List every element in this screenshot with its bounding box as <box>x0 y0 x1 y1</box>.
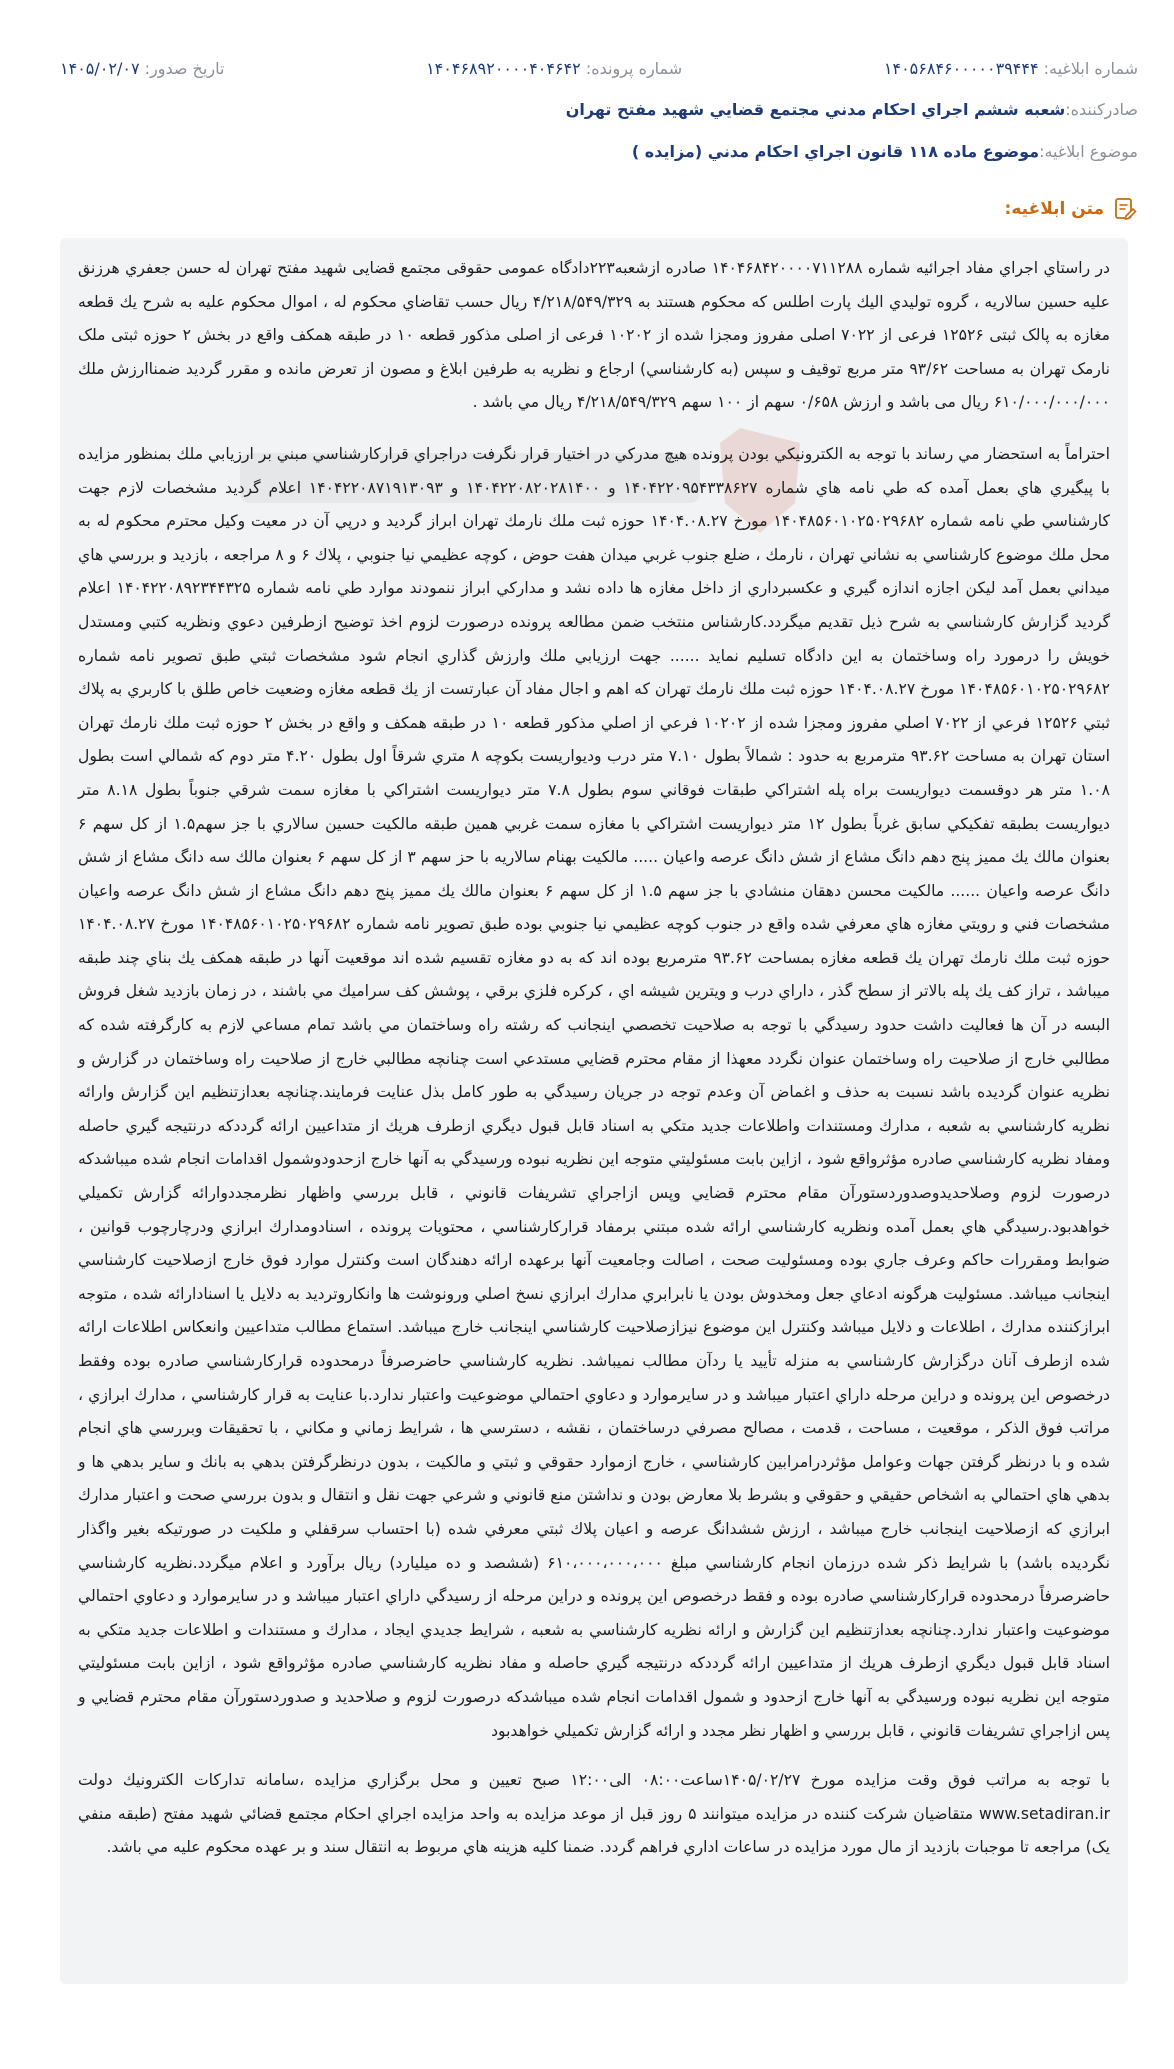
notice-header <box>60 48 1138 172</box>
issue-date-label: تاریخ صدور: <box>144 58 225 78</box>
notice-number-value: ۱۴۰۵۶۸۴۶۰۰۰۰۰۳۹۴۴۴ <box>883 58 1039 78</box>
document-edit-icon <box>1112 196 1138 222</box>
issue-date <box>60 59 224 78</box>
text-title <box>1005 196 1138 222</box>
case-number-label: شماره پرونده: <box>585 58 683 78</box>
meta-row <box>60 48 1138 88</box>
issuer-value: شعبه ششم اجراي احكام مدني مجتمع قضايي شهيد مفتح تهران <box>565 99 1066 119</box>
issuer-label: صادرکننده: <box>1065 99 1138 119</box>
paragraph-expert-report: احتراماً به استحضار مي رساند با توجه به الكترونيكي بودن پرونده هيچ مدركي در اختيار قرار نگرفت دراجراي قراركارشناسي مبني بر ارزيابي ملك بمنظور مزايده با پيگيري هاي بعمل آمده كه طي نامه هاي شماره ۱۴۰۴۲۲۰۹۵۴۳۳۸۶۲۷ و ۱۴۰۴۲۲۰۸۲۰۲۸۱۴۰۰ و ۱۴۰۴۲۲۰۸۷۱۹۱۳۰۹۳ اعلام گرديد مشخصات لازم جهت كارشناسي طي نامه شماره ۱۴۰۴۸۵۶۰۱۰۲۵۰۲۹۶۸۲ مورخ ۱۴۰۴.۰۸.۲۷ حوزه ثبت ملك نارمك تهران ابراز گرديد و درپي آن در معيت وكيل محترم محكوم له به محل ملك موضوع كارشناسي به نشاني تهران ، نارمك ، ضلع جنوب غربي ميدان هفت حوض ، كوچه عظيمي نيا جنوبي ، پلاك ۶ و ۸ مراجعه ، بازديد و بررسي هاي ميداني بعمل آمد ليكن اجازه اندازه گيري و عكسبرداري از داخل مغازه ها داده نشد و مداركي ابراز ننمودند موارد طي نامه شماره ۱۴۰۴۲۲۰۸۹۲۳۴۴۳۲۵ اعلام گرديد گزارش كارشناسي به شرح ذيل تقديم ميگردد.كارشناس منتخب ضمن مطالعه پرونده درصورت لزوم اخذ توضيح ازطرفين دعوي ونظريه كتبي ومستدل خويش را درمورد راه وساختمان به اين دادگاه تسليم نمايد ...... جهت ارزيابي ملك وارزش گذاري انجام شود مشخصات ثبتي طبق تصوير نامه شماره ۱۴۰۴۸۵۶۰۱۰۲۵۰۲۹۶۸۲ مورخ ۱۴۰۴.۰۸.۲۷ حوزه ثبت ملك نارمك تهران كه اهم و اجال مفاد آن عبارتست از يك قطعه مغازه وضعيت خاص طلق با كاربري به پلاك ثبتي ۱۲۵۲۶ فرعي از ۷۰۲۲ اصلي مفروز ومجزا شده از ۱۰۲۰۲ فرعي از اصلي مذكور قطعه ۱۰ در طبقه همكف و واقع در بخش ۲ حوزه ثبت ملك نارمك تهران استان تهران به مساحت ۹۳.۶۲ مترمربع به حدود : شمالاً بطول ۷.۱۰ متر درب وديواريست بكوچه ۸ متري شرقاً اول بطول ۴.۲۰ متر دوم كه شمالي است بطول ۱.۰۸ متر هر دوقسمت ديواريست براه پله اشتراكي طبقات فوقاني سوم بطول ۷.۸ متر ديواريست اشتراكي با مغازه سمت شرقي جنوباً بطول ۸.۱۸ متر ديواريست بطبقه تفكيكي سابق غرباً بطول ۱۲ متر ديواريست اشتراكي با مغازه سمت غربي همين طبقه مالكيت حسين سالاري با جز سهم۱.۵ از كل سهم ۶ بعنوان مالك يك مميز پنج دهم دانگ مشاع از شش دانگ عرصه واعيان ..... مالكيت بهنام سالاريه با حز سهم ۳ از كل سهم ۶ بعنوان مالك سه دانگ مشاع از شش دانگ عرصه واعيان ...... مالكيت محسن دهقان منشادي با جز سهم ۱.۵ از كل سهم ۶ بعنوان مالك يك مميز پنج دهم دانگ مشاع از شش دانگ عرصه واعيان مشخصات فني و رويتي مغازه هاي معرفي شده واقع در جنوب كوچه عظيمي نيا جنوبي بوده طبق تصوير نامه شماره ۱۴۰۴۸۵۶۰۱۰۲۵۰۲۹۶۸۲ مورخ ۱۴۰۴.۰۸.۲۷ حوزه ثبت ملك نارمك تهران يك قطعه مغازه بمساحت ۹۳.۶۲ مترمربع بوده اند كه به دو مغازه تقسيم شده اند موقعيت آنها در طبقه همكف يك بناي چند طبقه ميباشد ، تراز كف يك پله بالاتر از سطح گذر ، داراي درب و ويترين شيشه اي ، كركره فلزي برقي ، پوشش كف سراميك مي باشند ، در زمان بازديد شغل فروش البسه در آن ها فعاليت داشت حدود رسيدگي با توجه به صلاحيت تخصصي اينجانب كه رشته راه وساختمان مي باشد تمام مساعي لازم به كارگرفته شده كه مطالبي خارج از صلاحيت راه وساختمان عنوان نگردد معهذا از مقام محترم قضايي مستدعي است چنانچه مطالبي خارج از صلاحيت راه وساختمان در گزارش و نظريه عنوان گرديده باشد نسبت به حذف و اغماض آن وعدم توجه در جريان رسيدگي به طور كامل بذل عنايت فرمايند.چنانچه بعدازتنظيم اين گزارش وارائه نظريه كارشناسي به شعبه ، مدارك ومستندات واطلاعات جديد متكي به اسناد قابل قبول ديگري ازطرف هريك از متداعيين ارائه گرددكه درنتيجه گيري حاصله ومفاد نظريه كارشناسي صادره مؤثرواقع شود ، ازاين بابت مسئوليتي متوجه اين نظريه نبوده ورسيدگي به آنها خارج ازحدودوشمول اقدامات انجام شده ميباشدكه درصورت لزوم وصلاحديدوصدوردستورآن مقام محترم قضايي وپس ازاجراي تشريفات قانوني ، قابل بررسي واظهار نظرمجددوارائه گزارش تكميلي خواهدبود.رسيدگي هاي بعمل آمده ونظريه كارشناسي ارائه شده مبتني برمفاد قراركارشناسي ، محتويات پرونده ، اسنادومدارك ابرازي ودرچارچوب قوانين ، ضوابط ومقررات حاكم وعرف جاري بوده ومسئوليت صحت ، اصالت وجامعيت آنها برعهده ارائه دهندگان است وكنترل موارد فوق خارج ازصلاحيت كارشناسي اينجانب ميباشد. مسئوليت هرگونه ادعاي جعل ومخدوش بودن يا نابرابري مدارك ابرازي نسخ اصلي ورونوشت ها وانكاروترديد به دلايل يا اسنادارائه شده ، متوجه ابرازكننده مدارك ، اطلاعات و دلايل ميباشد وكنترل اين موضوع نيزازصلاحيت كارشناسي اينجانب خارج ميباشد. استماع مطالب متداعيين وانعكاس اطلاعات ارائه شده ازطرف آنان درگزارش كارشناسي به منزله تأييد يا ردآن مطالب نميباشد. نظريه كارشناسي حاضرصرفاً درمحدوده قراركارشناسي صادره بوده وفقط درخصوص اين پرونده و دراين مرحله داراي اعتبار ميباشد و در سايرموارد و دعاوي احتمالي موضوعيت واعتبار ندارد.با عنايت به قرار كارشناسي ، مدارك ابرازي ، مراتب فوق الذكر ، موقعيت ، مساحت ، قدمت ، مصالح مصرفي درساختمان ، نقشه ، دسترسي ها ، شرايط زماني و مكاني ، با تحقيقات وبررسي هاي انجام شده و با درنظر گرفتن جهات وعوامل مؤثردرامرابين كارشناسي ، خارج ازموارد حقوقي و ثبتي و مالكيت ، بدون درنظرگرفتن بدهي به بانك و ساير بدهي ها و بدهي هاي احتمالي به اشخاص حقيقي و حقوقي و بشرط بلا معارض بودن و نداشتن منع قانوني و شرعي جهت نقل و انتقال و بدون بررسي صحت و اعتبار مدارك ابرازي كه ازصلاحيت اينجانب خارج ميباشد ، ارزش ششدانگ عرصه و اعيان پلاك ثبتي معرفي شده (با احتساب سرقفلي و ملكيت در صورتيكه بغير واگذار نگرديده باشد) با شرايط ذكر شده درزمان انجام كارشناسي مبلغ ۶۱۰،۰۰۰،۰۰۰،۰۰۰ (ششصد و ده ميليارد) ريال برآورد و اعلام ميگردد.نظريه كارشناسي حاضرصرفاً درمحدوده قراركارشناسي صادره بوده و فقط درخصوص اين پرونده و دراين مرحله از رسيدگي داراي اعتبار ميباشد و در سايرموارد و دعاوي احتمالي موضوعيت واعتبار ندارد.چنانچه بعدازتنظيم اين گزارش و ارائه نظريه كارشناسي به شعبه ، شرايط جديدي ايجاد ، مدارك و مستندات و اطلاعات جديد متكي به اسناد قابل قبول ديگري ازطرف هريك از متداعيين ارائه گرددكه درنتيجه گيري حاصله و مفاد نظريه كارشناسي صادره مؤثرواقع شود ، ازاين بابت مسئوليتي متوجه اين نظريه نبوده ورسيدگي به آنها خارج ازحدود و شمول اقدامات انجام شده ميباشدكه درصورت لزوم و صلاحديد و صدوردستورآن مقام محترم قضايي و پس ازاجراي تشريفات قانوني ، قابل بررسي و اظهار نظر مجدد و ارائه گزارش تكميلي خواهدبود <box>78 444 1111 1740</box>
notice-text-panel <box>60 238 1128 1984</box>
issue-date-value: ۱۴۰۵/۰۲/۰۷ <box>60 58 140 78</box>
text-title-label: متن ابلاغیه: <box>1004 199 1104 219</box>
notice-number-label: شماره ابلاغیه: <box>1043 58 1138 78</box>
case-number-value: ۱۴۰۴۶۸۹۲۰۰۰۰۴۰۴۶۴۲ <box>426 58 581 78</box>
issuer-row <box>60 88 1138 130</box>
case-number <box>426 59 682 78</box>
notice-number <box>884 59 1138 78</box>
paragraph-auction-details: با توجه به مراتب فوق وقت مزايده مورخ ۱۴۰۵/۰۲/۲۷ساعت۰۸:۰۰ الی۱۲:۰۰ صبح تعيين و محل برگزاري مزايده ،سامانه تداركات الكترونيك دولت www.setadiran.ir متقاضيان شركت كننده در مزايده ميتوانند ۵ روز قبل از موعد مزايده به واحد مزايده اجراي احكام مجتمع قضائي شهيد مفتح (طبقه منفي يک) مراجعه تا موجبات بازديد از مال مورد مزايده در ساعات اداري فراهم گردد. ضمنا كليه هزينه هاي مربوط به انتقال سند و بر عهده محكوم عليه مي باشد. <box>78 1771 1110 1857</box>
subject-value: موضوع ماده ۱۱۸ قانون اجراي احكام مدني (مزايده ) <box>631 141 1040 161</box>
subject-label: موضوع ابلاغیه: <box>1039 141 1138 161</box>
subject-row <box>60 130 1138 172</box>
paragraph-execution: در راستاي اجراي مفاد اجرائيه شماره ۱۴۰۴۶۸۴۲۰۰۰۰۷۱۱۲۸۸ صادره ازشعبه۲۲۳دادگاه عمومی حقوقی مجتمع قضایی شهید مفتح تهران له حسن جعفري هرزنق عليه حسين سالاريه ، گروه توليدي اليك پارت اطلس كه محكوم هستند به ۴/۲۱۸/۵۴۹/۳۲۹ ريال حسب تقاضاي محكوم له ، اموال محكوم عليه به شرح يك قطعه مغازه به پالک ثبتی ۱۲۵۲۶ فرعی از ۷۰۲۲ اصلی مفروز ومجزا شده از ۱۰۲۰۲ فرعی از اصلی مذکور قطعه ۱۰ در طبقه همکف واقع در بخش ۲ حوزه ثبتی ملک نارمک تهران به مساحت ۹۳/۶۲ متر مربع توقيف و سپس (به كارشناسي) ارجاع و نظريه به طرفين ابلاغ و مصون از تعرض مانده و مقرر گرديد ضمناارزش ملك ۶۱۰/۰۰۰/۰۰۰/۰۰۰ ريال می باشد و ارزش ۰/۶۵۸ سهم از ۱۰۰ سهم ۴/۲۱۸/۵۴۹/۳۲۹ ريال مي باشد . <box>78 259 1111 412</box>
